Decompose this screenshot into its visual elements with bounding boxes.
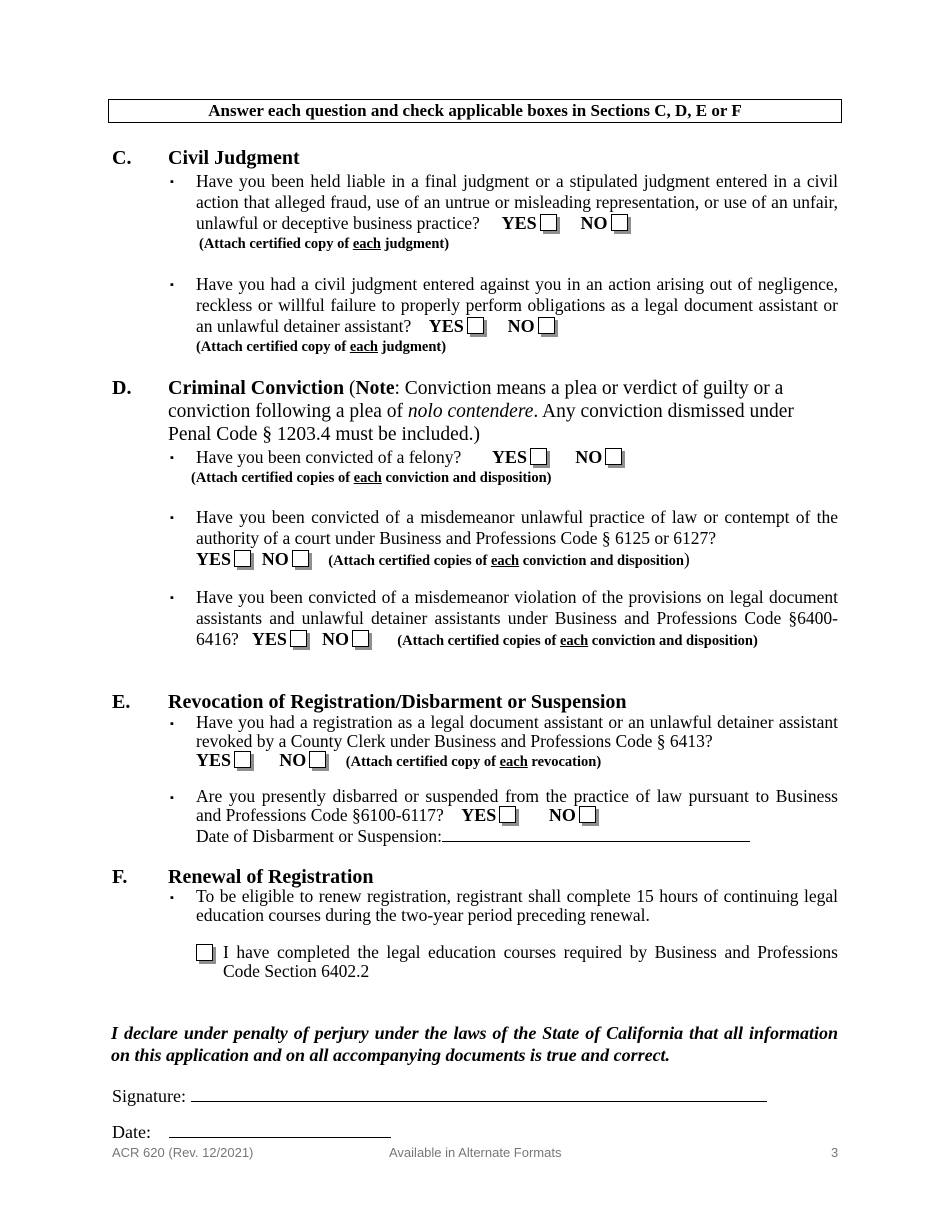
bullet-icon: ▪: [170, 512, 174, 524]
perjury-declaration: I declare under penalty of perjury under the laws of the State of California that all information on this application and on all accompanying documents is true and correct.: [111, 1023, 838, 1065]
date-label: Date:: [112, 1122, 151, 1142]
e1-yes-checkbox[interactable]: [234, 751, 251, 768]
c2-yes-checkbox[interactable]: [467, 317, 484, 334]
section-e-letter: E.: [112, 691, 131, 713]
footer-alternate-formats: Available in Alternate Formats: [389, 1145, 562, 1160]
education-complete-label: I have completed the legal education courses required by Business and Professions Code Section 6402.2: [223, 942, 838, 981]
yes-label: YES: [461, 805, 497, 825]
education-complete-checkbox[interactable]: [196, 944, 213, 961]
section-f-letter: F.: [112, 866, 128, 888]
question-e1: [196, 713, 838, 772]
no-label: NO: [507, 316, 535, 336]
yes-label: YES: [428, 316, 464, 336]
question-e1-text: Have you had a registration as a legal document assistant or an unlawful detainer assistant revoked by a County Clerk under Business and Professions Code § 6413?: [196, 712, 838, 751]
question-c2: [196, 274, 838, 358]
yes-label: YES: [491, 447, 527, 467]
question-d2-text: Have you been convicted of a misdemeanor unlawful practice of law or contempt of the authority of a court under Business and Professions Code § 6125 or 6127?: [196, 507, 838, 548]
section-c-title: Civil Judgment: [168, 147, 300, 169]
question-c1: [196, 171, 838, 255]
disbarment-date-field[interactable]: [442, 825, 750, 842]
d2-no-checkbox[interactable]: [292, 550, 309, 567]
date-row: [112, 1121, 391, 1143]
section-c-letter: C.: [112, 147, 132, 169]
signature-row: [112, 1085, 767, 1107]
bullet-icon: ▪: [170, 452, 174, 464]
d3-attach-note: (Attach certified copies of each conviction and disposition): [397, 633, 758, 649]
signature-label: Signature:: [112, 1086, 186, 1106]
bullet-icon: ▪: [170, 592, 174, 604]
question-d1-text: Have you been convicted of a felony?: [196, 447, 462, 467]
bullet-icon: ▪: [170, 792, 174, 804]
e1-no-checkbox[interactable]: [309, 751, 326, 768]
c1-yes-checkbox[interactable]: [540, 214, 557, 231]
section-e-title: Revocation of Registration/Disbarment or Suspension: [168, 691, 627, 713]
no-label: NO: [279, 750, 307, 770]
section-f-title: Renewal of Registration: [168, 866, 374, 888]
d2-yes-checkbox[interactable]: [234, 550, 251, 567]
question-f1: To be eligible to renew registration, registrant shall complete 15 hours of continuing legal education courses during the two-year period preceding renewal.: [196, 886, 838, 925]
bullet-icon: ▪: [170, 892, 174, 904]
section-d-letter: D.: [112, 377, 132, 399]
question-c2-text: Have you had a civil judgment entered against you in an action arising out of negligence, reckless or willful failure to properly perform obligations as a legal document assistant or an unlawful detainer assistant?: [196, 274, 838, 336]
date-field[interactable]: [169, 1121, 391, 1138]
question-d2: Have you been convicted of a misdemeanor unlawful practice of law or contempt of the authority of a court under Business and Professions Code § 6125 or 6127? YES NO (Attach certified copies of each conviction and disposition): [196, 507, 838, 569]
e2-no-checkbox[interactable]: [579, 806, 596, 823]
yes-label: YES: [501, 213, 537, 233]
disbarment-date-label: Date of Disbarment or Suspension:: [196, 826, 442, 846]
e2-yes-checkbox[interactable]: [499, 806, 516, 823]
no-label: NO: [322, 629, 350, 649]
d3-no-checkbox[interactable]: [352, 630, 369, 647]
d3-yes-checkbox[interactable]: [290, 630, 307, 647]
d1-attach-note: (Attach certified copies of each conviction and disposition): [191, 470, 552, 486]
no-label: NO: [575, 447, 603, 467]
yes-label: YES: [196, 549, 232, 569]
no-label: NO: [580, 213, 608, 233]
c1-attach-note: (Attach certified copy of each judgment): [199, 236, 450, 252]
d2-attach-note: (Attach certified copies of each conviction and disposition: [328, 553, 684, 569]
c2-no-checkbox[interactable]: [538, 317, 555, 334]
e1-attach-note: (Attach certified copy of each revocation): [345, 754, 602, 770]
no-label: NO: [548, 805, 576, 825]
c2-attach-note: (Attach certified copy of each judgment): [196, 339, 447, 355]
question-d3-text: Have you been convicted of a misdemeanor violation of the provisions on legal document assistants and unlawful detainer assistants under Business and Professions Code §6400-6416?: [196, 587, 838, 649]
d1-yes-checkbox[interactable]: [530, 448, 547, 465]
question-d3: [196, 587, 838, 652]
c1-no-checkbox[interactable]: [611, 214, 628, 231]
instructions-header: Answer each question and check applicable boxes in Sections C, D, E or F: [108, 99, 842, 123]
bullet-icon: ▪: [170, 718, 174, 730]
yes-label: YES: [251, 629, 287, 649]
signature-field[interactable]: [191, 1085, 767, 1102]
question-e2: [196, 787, 838, 846]
d1-no-checkbox[interactable]: [605, 448, 622, 465]
section-d-title: Criminal Conviction: [168, 377, 345, 399]
bullet-icon: ▪: [170, 279, 174, 291]
yes-label: YES: [196, 750, 232, 770]
footer-form-number: ACR 620 (Rev. 12/2021): [112, 1145, 254, 1160]
question-c1-text: Have you been held liable in a final judgment or a stipulated judgment entered in a civil action that alleged fraud, use of an untrue or misleading representation, or use of an unfair, unlawful or deceptive business practice?: [196, 171, 838, 233]
section-d-heading: Criminal Conviction (Note: Conviction means a plea or verdict of guilty or a conviction following a plea of nolo contendere. Any conviction dismissed under Penal Code § 1203.4 must be included.): [168, 377, 794, 445]
no-label: NO: [261, 549, 289, 569]
footer-page-number: 3: [831, 1145, 839, 1160]
question-d1: [191, 447, 838, 489]
bullet-icon: ▪: [170, 176, 174, 188]
question-e2-text: Are you presently disbarred or suspended from the practice of law pursuant to Business and Professions Code §6100-6117?: [196, 786, 838, 825]
